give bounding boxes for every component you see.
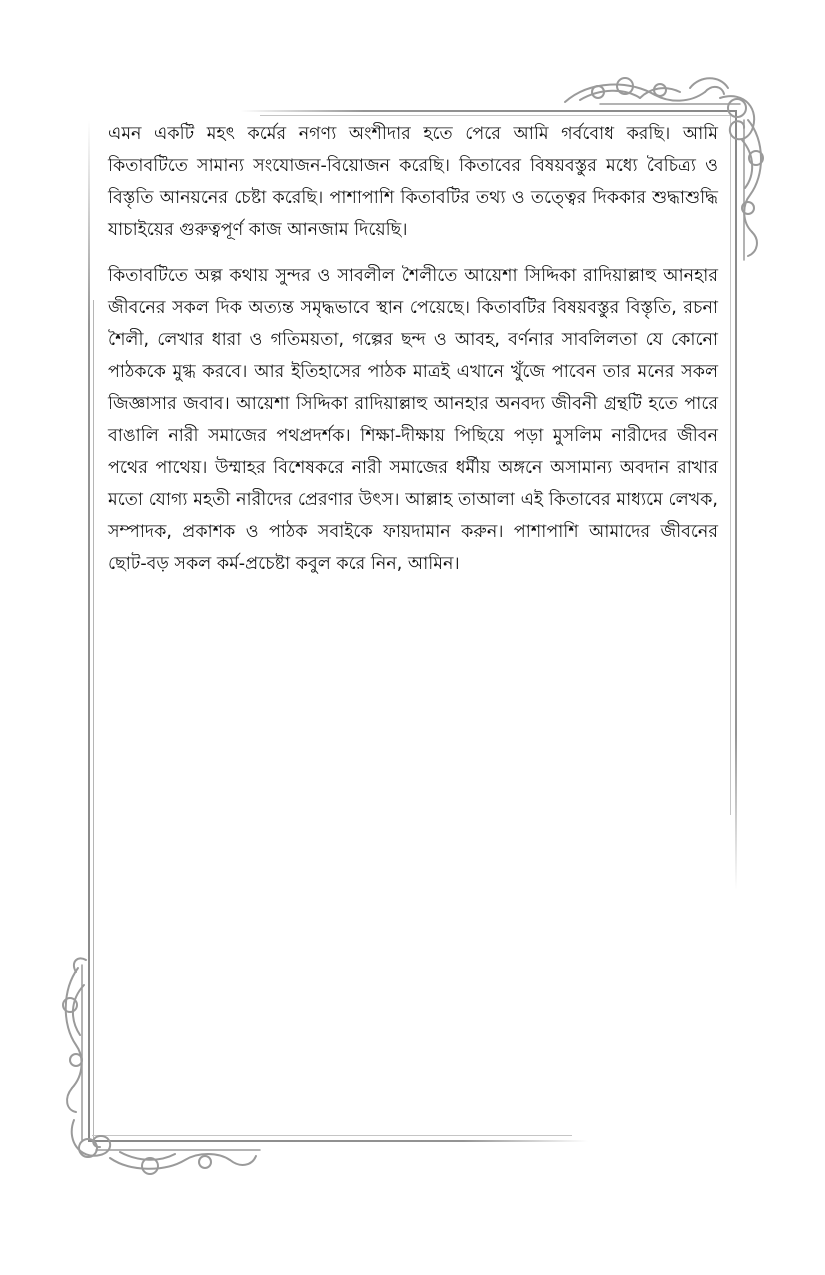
paragraph-1: এমন একটি মহৎ কর্মের নগণ্য অংশীদার হতে পেরে আমি গর্ববোধ করছি। আমি কিতাবটিতে সামান্য সংযোজন-বিয়োজন করেছি। কিতাবের বিষয়বস্তুর মধ্যে বৈচিত্র্য ও বিস্তৃতি আনয়নের চেষ্টা করেছি। পাশাপাশি কিতাবটির তথ্য ও তত্ত্বের দিককার শুদ্ধাশুদ্ধি যাচাইয়ের গুরুত্বপূর্ণ কাজ আনজাম দিয়েছি।	[108, 124, 718, 240]
body-text	[108, 118, 718, 594]
paragraph-2: কিতাবটিতে অল্প কথায় সুন্দর ও সাবলীল শৈলীতে আয়েশা সিদ্দিকা রাদিয়াল্লাহু আনহার জীবনের সকল দিক অত্যন্ত সমৃদ্ধভাবে স্থান পেয়েছে। কিতাবটির বিষয়বস্তুর বিস্তৃতি, রচনা শৈলী, লেখার ধারা ও গতিময়তা, গল্পের ছন্দ ও আবহ, বর্ণনার সাবলিলতা যে কোনো পাঠককে মুগ্ধ করবে। আর ইতিহাসের পাঠক মাত্রই এখানে খুঁজে পাবেন তার মনের সকল জিজ্ঞাসার জবাব। আয়েশা সিদ্দিকা রাদিয়াল্লাহু আনহার অনবদ্য জীবনী গ্রন্থটি হতে পারে বাঙালি নারী সমাজের পথপ্রদর্শক। শিক্ষা-দীক্ষায় পিছিয়ে পড়া মুসলিম নারীদের জীবন পথের পাথেয়। উম্মাহর বিশেষকরে নারী সমাজের ধর্মীয় অঙ্গনে অসামান্য অবদান রাখার মতো যোগ্য মহতী নারীদের প্রেরণার উৎস। আল্লাহ তাআলা এই কিতাবের মাধ্যমে লেখক, সম্পাদক, প্রকাশক ও পাঠক সবাইকে ফায়দামান করুন। পাশাপাশি আমাদের জীবনের ছোট-বড় সকল কর্ম-প্রচেষ্টা কবুল করে নিন, আমিন।	[108, 266, 718, 574]
